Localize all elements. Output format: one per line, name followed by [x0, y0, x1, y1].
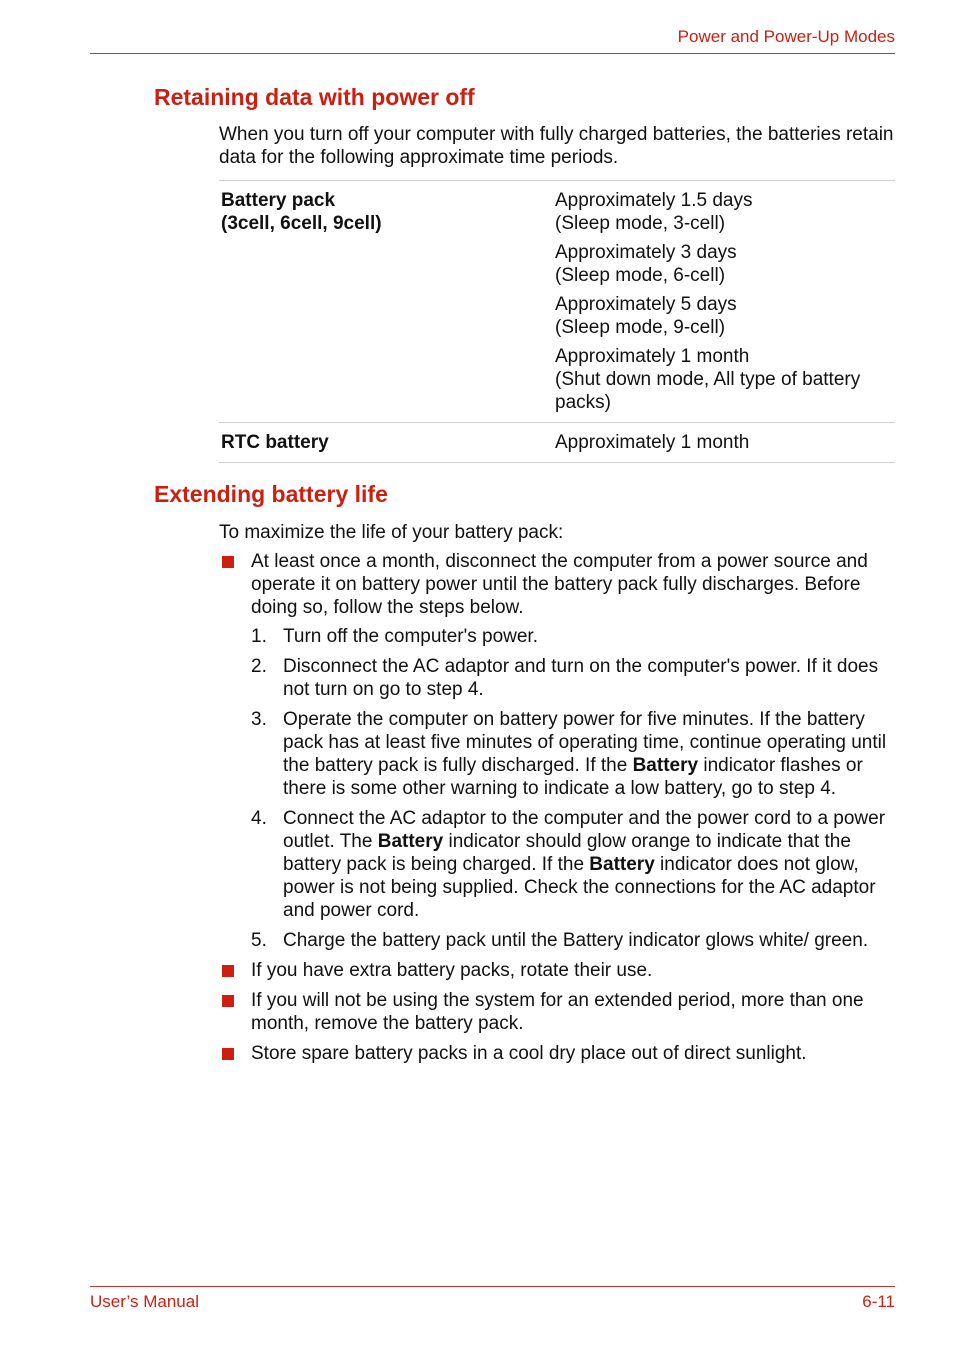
- list-item: 4. Connect the AC adaptor to the computer and the power cord to a power outlet. The Battery indicator should glow orange to indicate that the battery pack is being charged. If the Battery indicator does not glow, power is not being supplied. Check the connections for the AC adaptor and power cord.: [251, 808, 886, 921]
- retention-value: Approximately 1 month (Shut down mode, All type of battery packs): [555, 346, 861, 413]
- running-header-title: Power and Power-Up Modes: [677, 27, 895, 46]
- square-bullet-icon: [222, 995, 234, 1007]
- table-row-label: Battery pack (3cell, 6cell, 9cell): [221, 190, 382, 234]
- table-row: [219, 180, 895, 422]
- retention-value: Approximately 1.5 days (Sleep mode, 3-cell): [555, 190, 753, 234]
- retaining-data-intro: When you turn off your computer with fully charged batteries, the batteries retain data for the following approximate time periods.: [219, 124, 894, 168]
- list-item: 2. Disconnect the AC adaptor and turn on the computer's power. If it does not turn on go to step 4.: [251, 656, 879, 700]
- square-bullet-icon: [222, 965, 234, 977]
- section-heading-retaining-data: Retaining data with power off: [154, 84, 475, 110]
- list-item: At least once a month, disconnect the computer from a power source and operate it on battery power until the battery pack fully discharges. Before doing so, follow the steps below. 1. Turn off the computer's power. 2. Disconnect the AC adaptor and turn on the computer's power. If it does not turn on go to step 4. 3. Operate the computer on battery power for five minutes. If the battery pack has at least five minutes of operating time, continue operating until the battery pack is fully discharged. If the Battery indicator flashes or there is some other warning to indicate a low battery, go to step 4. 4. Connect the AC adaptor to the computer and the power cord to a power outlet. The Battery indicator should glow orange to indicate that the battery pack is being charged. If the Battery indicator does not glow, power is not being supplied. Check the connections for the AC adaptor and power cord. 5. Charge the battery pack until the Battery indicator glows white/ green.: [219, 550, 895, 952]
- page-number: 6-11: [862, 1292, 895, 1311]
- table-row: [219, 422, 895, 463]
- table-row-label: RTC battery: [221, 432, 329, 453]
- table-row-values: Approximately 1 month: [555, 432, 750, 453]
- list-item: Store spare battery packs in a cool dry place out of direct sunlight.: [219, 1042, 895, 1065]
- list-item: If you will not be using the system for an extended period, more than one month, remove the battery pack.: [219, 989, 895, 1035]
- list-item: If you have extra battery packs, rotate their use.: [219, 959, 895, 982]
- discharge-steps: [251, 625, 895, 952]
- table-row-values: [555, 181, 895, 422]
- square-bullet-icon: [222, 556, 234, 568]
- footer-manual-title: User’s Manual: [90, 1292, 199, 1311]
- square-bullet-icon: [222, 1048, 234, 1060]
- section-heading-extending-battery: Extending battery life: [154, 481, 388, 507]
- header-rule: [90, 53, 895, 54]
- retention-value: Approximately 3 days (Sleep mode, 6-cell): [555, 242, 737, 286]
- extending-battery-intro: To maximize the life of your battery pack:: [219, 522, 564, 543]
- tips-list: [219, 550, 895, 1072]
- footer-rule: [90, 1286, 895, 1287]
- list-item: 1. Turn off the computer's power.: [251, 626, 538, 647]
- list-item: 3. Operate the computer on battery power for five minutes. If the battery pack has at least five minutes of operating time, continue operating until the battery pack is fully discharged. If the Battery indicator flashes or there is some other warning to indicate a low battery, go to step 4.: [251, 709, 887, 799]
- retention-value: Approximately 5 days (Sleep mode, 9-cell): [555, 294, 737, 338]
- list-item: 5. Charge the battery pack until the Battery indicator glows white/ green.: [251, 930, 869, 951]
- retention-table: [219, 180, 895, 463]
